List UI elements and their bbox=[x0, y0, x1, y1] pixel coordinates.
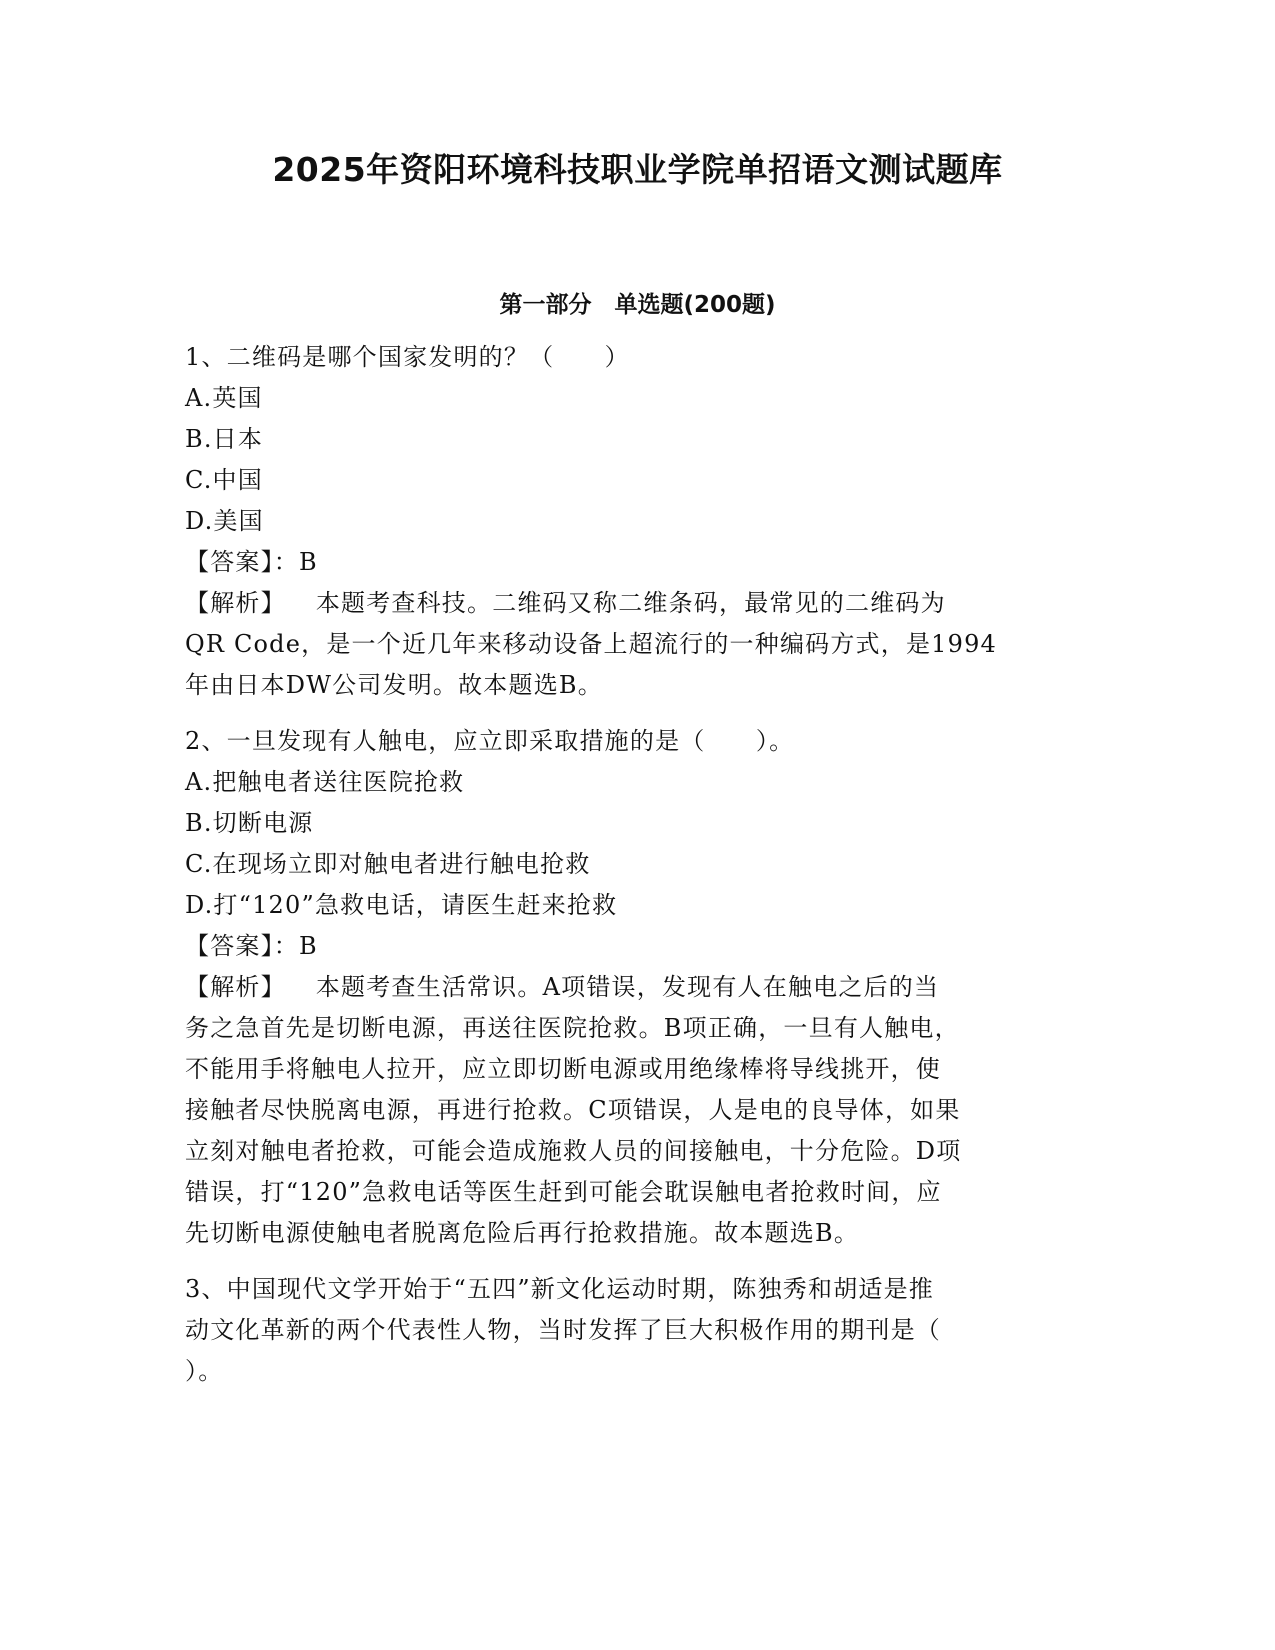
question-3 bbox=[185, 1269, 1085, 1392]
analysis-text: 本题考查生活常识。A项错误，发现有人在触电之后的当 bbox=[315, 973, 940, 1001]
analysis-text: 错误，打“120”急救电话等医生赶到可能会耽误触电者抢救时间，应 bbox=[185, 1178, 942, 1206]
analysis-text: 先切断电源使触电者脱离危险后再行抢救措施。故本题选B。 bbox=[185, 1219, 860, 1247]
option-c: C.中国 bbox=[185, 466, 263, 494]
analysis-line bbox=[185, 967, 1085, 1008]
section-title: 第一部分 单选题(200题) bbox=[499, 292, 776, 318]
answer-value: B bbox=[299, 932, 318, 960]
question-1 bbox=[185, 337, 1085, 706]
analysis-text: 接触者尽快脱离电源，再进行抢救。C项错误，人是电的良导体，如果 bbox=[185, 1096, 961, 1124]
answer-line bbox=[185, 926, 1085, 967]
option-a: A.英国 bbox=[185, 384, 263, 412]
question-stem: 2、一旦发现有人触电，应立即采取措施的是（ ）。 bbox=[185, 727, 795, 755]
option-b: B.日本 bbox=[185, 425, 264, 453]
analysis-label: 【解析】 bbox=[185, 589, 286, 617]
question-list bbox=[185, 337, 1085, 1407]
question-2 bbox=[185, 721, 1085, 1254]
analysis-line bbox=[185, 583, 1085, 624]
document-title: 2025年资阳环境科技职业学院单招语文测试题库 bbox=[272, 150, 1003, 189]
question-stem: ）。 bbox=[185, 1357, 224, 1385]
question-stem: 动文化革新的两个代表性人物，当时发挥了巨大积极作用的期刊是（ bbox=[185, 1316, 941, 1344]
analysis-text: 不能用手将触电人拉开，应立即切断电源或用绝缘棒将导线挑开，使 bbox=[185, 1055, 941, 1083]
analysis-label: 【解析】 bbox=[185, 973, 286, 1001]
analysis-text: 务之急首先是切断电源，再送往医院抢救。B项正确，一旦有人触电， bbox=[185, 1014, 960, 1042]
option-d: D.美国 bbox=[185, 507, 264, 535]
analysis-text: 本题考查科技。二维码又称二维条码，最常见的二维码为 bbox=[315, 589, 946, 617]
answer-label: 【答案】： bbox=[185, 932, 299, 960]
option-c: C.在现场立即对触电者进行触电抢救 bbox=[185, 850, 591, 878]
analysis-text: 立刻对触电者抢救，可能会造成施救人员的间接触电，十分危险。D项 bbox=[185, 1137, 962, 1165]
answer-label: 【答案】： bbox=[185, 548, 299, 576]
question-stem: 3、中国现代文学开始于“五四”新文化运动时期，陈独秀和胡适是推 bbox=[185, 1275, 935, 1303]
option-b: B.切断电源 bbox=[185, 809, 314, 837]
analysis-text: 年由日本DW公司发明。故本题选B。 bbox=[185, 671, 603, 699]
option-d: D.打“120”急救电话，请医生赶来抢救 bbox=[185, 891, 618, 919]
option-a: A.把触电者送往医院抢救 bbox=[185, 768, 465, 796]
answer-line bbox=[185, 542, 1085, 583]
analysis-text: QR Code，是一个近几年来移动设备上超流行的一种编码方式，是1994 bbox=[185, 630, 998, 658]
answer-value: B bbox=[299, 548, 318, 576]
question-stem: 1、二维码是哪个国家发明的？（ ） bbox=[185, 343, 630, 371]
